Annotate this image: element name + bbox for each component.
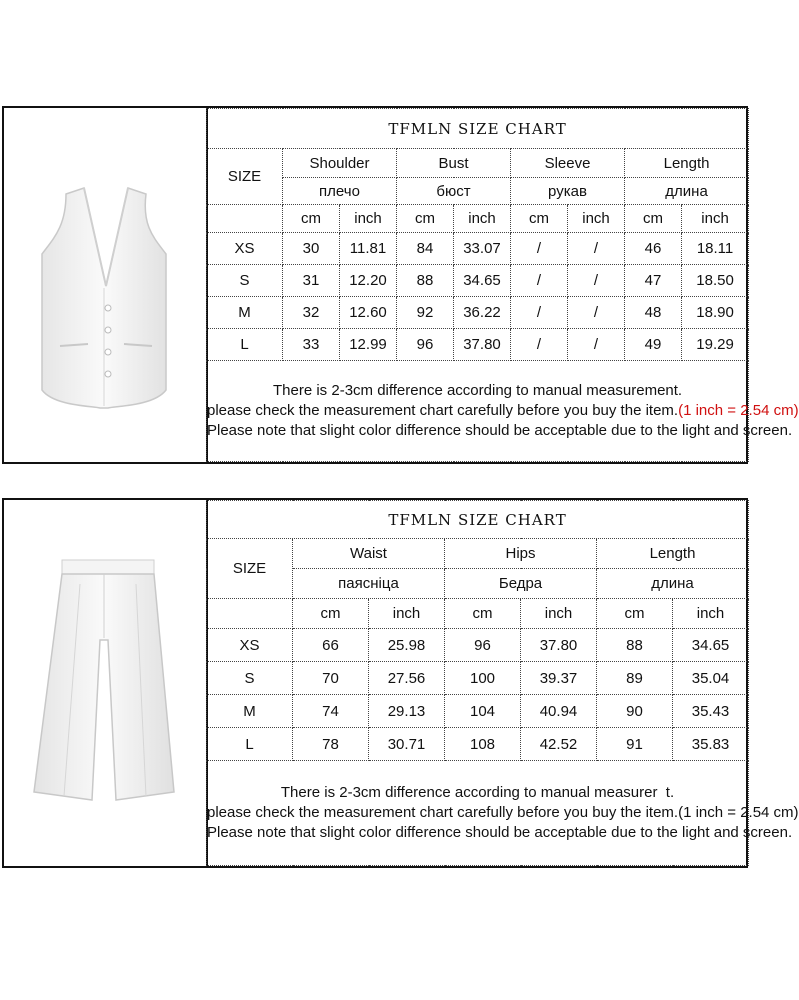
length-ru: длина bbox=[625, 178, 749, 205]
value-cell: 35.04 bbox=[673, 662, 749, 695]
note-measurement: There is 2-3cm difference according to manual measurement. bbox=[273, 382, 683, 399]
table-row bbox=[207, 728, 749, 761]
length-header: Length bbox=[625, 149, 749, 178]
value-cell: 31 bbox=[283, 265, 340, 297]
value-cell: / bbox=[511, 233, 568, 265]
value-cell: 92 bbox=[397, 297, 454, 329]
value-cell: / bbox=[568, 297, 625, 329]
value-cell: 12.60 bbox=[340, 297, 397, 329]
unit-cell: cm bbox=[397, 205, 454, 233]
value-cell: 33 bbox=[283, 329, 340, 361]
note-inch-conversion: (1 inch = 2.54 cm) bbox=[678, 402, 799, 419]
value-cell: 34.65 bbox=[454, 265, 511, 297]
value-cell: 84 bbox=[397, 233, 454, 265]
value-cell: 12.20 bbox=[340, 265, 397, 297]
note-color: Please note that slight color difference should be acceptable due to the light and screen. bbox=[207, 422, 793, 439]
hips-header: Hips bbox=[445, 539, 597, 569]
table-row bbox=[207, 297, 749, 329]
unit-cell: inch bbox=[682, 205, 749, 233]
size-cell: M bbox=[207, 695, 293, 728]
unit-cell: cm bbox=[283, 205, 340, 233]
unit-cell: cm bbox=[597, 599, 673, 629]
table-row bbox=[207, 329, 749, 361]
unit-blank bbox=[207, 599, 293, 629]
unit-cell: inch bbox=[340, 205, 397, 233]
value-cell: / bbox=[568, 329, 625, 361]
size-cell: L bbox=[207, 728, 293, 761]
note-color: Please note that slight color difference should be acceptable due to the light and screen. bbox=[207, 824, 793, 841]
pants-size-table bbox=[206, 500, 799, 866]
value-cell: 108 bbox=[445, 728, 521, 761]
value-cell: 35.43 bbox=[673, 695, 749, 728]
white-wide-pants-icon bbox=[4, 500, 204, 866]
notes-block bbox=[207, 361, 799, 462]
unit-cell: cm bbox=[293, 599, 369, 629]
white-vest-icon bbox=[4, 108, 204, 462]
value-cell: 88 bbox=[397, 265, 454, 297]
vest-size-panel bbox=[2, 106, 799, 464]
vest-size-table bbox=[206, 108, 799, 462]
sleeve-ru: рукав bbox=[511, 178, 625, 205]
size-header: SIZE bbox=[207, 149, 283, 205]
length-header: Length bbox=[597, 539, 749, 569]
shoulder-header: Shoulder bbox=[283, 149, 397, 178]
value-cell: 18.90 bbox=[682, 297, 749, 329]
value-cell: 46 bbox=[625, 233, 682, 265]
value-cell: 40.94 bbox=[521, 695, 597, 728]
value-cell: 18.50 bbox=[682, 265, 749, 297]
shoulder-ru: плечо bbox=[283, 178, 397, 205]
value-cell: 36.22 bbox=[454, 297, 511, 329]
size-cell: XS bbox=[207, 233, 283, 265]
table-row bbox=[207, 233, 749, 265]
value-cell: 100 bbox=[445, 662, 521, 695]
value-cell: 33.07 bbox=[454, 233, 511, 265]
pants-size-panel bbox=[2, 498, 799, 868]
table-row bbox=[207, 265, 749, 297]
value-cell: / bbox=[511, 297, 568, 329]
note-check: please check the measurement chart carefully before you buy the item. bbox=[207, 402, 679, 419]
value-cell: 91 bbox=[597, 728, 673, 761]
value-cell: / bbox=[511, 265, 568, 297]
hips-ru: Бедра bbox=[445, 569, 597, 599]
value-cell: 66 bbox=[293, 629, 369, 662]
value-cell: 37.80 bbox=[521, 629, 597, 662]
value-cell: 104 bbox=[445, 695, 521, 728]
unit-cell: cm bbox=[625, 205, 682, 233]
pants-image-cell bbox=[4, 500, 208, 866]
value-cell: 37.80 bbox=[454, 329, 511, 361]
size-cell: S bbox=[207, 265, 283, 297]
value-cell: 27.56 bbox=[369, 662, 445, 695]
unit-cell: inch bbox=[521, 599, 597, 629]
value-cell: 47 bbox=[625, 265, 682, 297]
chart-title: TFMLN SIZE CHART bbox=[207, 501, 749, 539]
notes-block bbox=[207, 761, 799, 866]
unit-cell: inch bbox=[454, 205, 511, 233]
chart-title: TFMLN SIZE CHART bbox=[207, 109, 749, 149]
value-cell: 96 bbox=[397, 329, 454, 361]
value-cell: 30.71 bbox=[369, 728, 445, 761]
value-cell: 18.11 bbox=[682, 233, 749, 265]
value-cell: 39.37 bbox=[521, 662, 597, 695]
value-cell: 78 bbox=[293, 728, 369, 761]
value-cell: 29.13 bbox=[369, 695, 445, 728]
table-row bbox=[207, 629, 749, 662]
value-cell: 88 bbox=[597, 629, 673, 662]
table-row bbox=[207, 662, 749, 695]
value-cell: / bbox=[568, 233, 625, 265]
value-cell: 48 bbox=[625, 297, 682, 329]
value-cell: 32 bbox=[283, 297, 340, 329]
size-cell: S bbox=[207, 662, 293, 695]
value-cell: 19.29 bbox=[682, 329, 749, 361]
value-cell: 74 bbox=[293, 695, 369, 728]
unit-blank bbox=[207, 205, 283, 233]
value-cell: 49 bbox=[625, 329, 682, 361]
value-cell: 35.83 bbox=[673, 728, 749, 761]
value-cell: 70 bbox=[293, 662, 369, 695]
size-cell: XS bbox=[207, 629, 293, 662]
vest-image-cell bbox=[4, 108, 208, 462]
value-cell: 42.52 bbox=[521, 728, 597, 761]
size-cell: L bbox=[207, 329, 283, 361]
value-cell: / bbox=[568, 265, 625, 297]
bust-header: Bust bbox=[397, 149, 511, 178]
waist-header: Waist bbox=[293, 539, 445, 569]
value-cell: 11.81 bbox=[340, 233, 397, 265]
size-cell: M bbox=[207, 297, 283, 329]
value-cell: 12.99 bbox=[340, 329, 397, 361]
table-row bbox=[207, 695, 749, 728]
waist-ru: паясніца bbox=[293, 569, 445, 599]
unit-cell: inch bbox=[369, 599, 445, 629]
bust-ru: бюст bbox=[397, 178, 511, 205]
length-ru: длина bbox=[597, 569, 749, 599]
unit-cell: cm bbox=[511, 205, 568, 233]
value-cell: 90 bbox=[597, 695, 673, 728]
value-cell: 89 bbox=[597, 662, 673, 695]
sleeve-header: Sleeve bbox=[511, 149, 625, 178]
unit-cell: inch bbox=[568, 205, 625, 233]
value-cell: 34.65 bbox=[673, 629, 749, 662]
note-measurement: There is 2-3cm difference according to manual measurer t. bbox=[280, 784, 675, 801]
size-header: SIZE bbox=[207, 539, 293, 599]
value-cell: 25.98 bbox=[369, 629, 445, 662]
unit-cell: inch bbox=[673, 599, 749, 629]
unit-cell: cm bbox=[445, 599, 521, 629]
value-cell: / bbox=[511, 329, 568, 361]
value-cell: 30 bbox=[283, 233, 340, 265]
note-check: please check the measurement chart carefully before you buy the item.(1 inch = 2.54 cm) bbox=[207, 804, 799, 821]
value-cell: 96 bbox=[445, 629, 521, 662]
